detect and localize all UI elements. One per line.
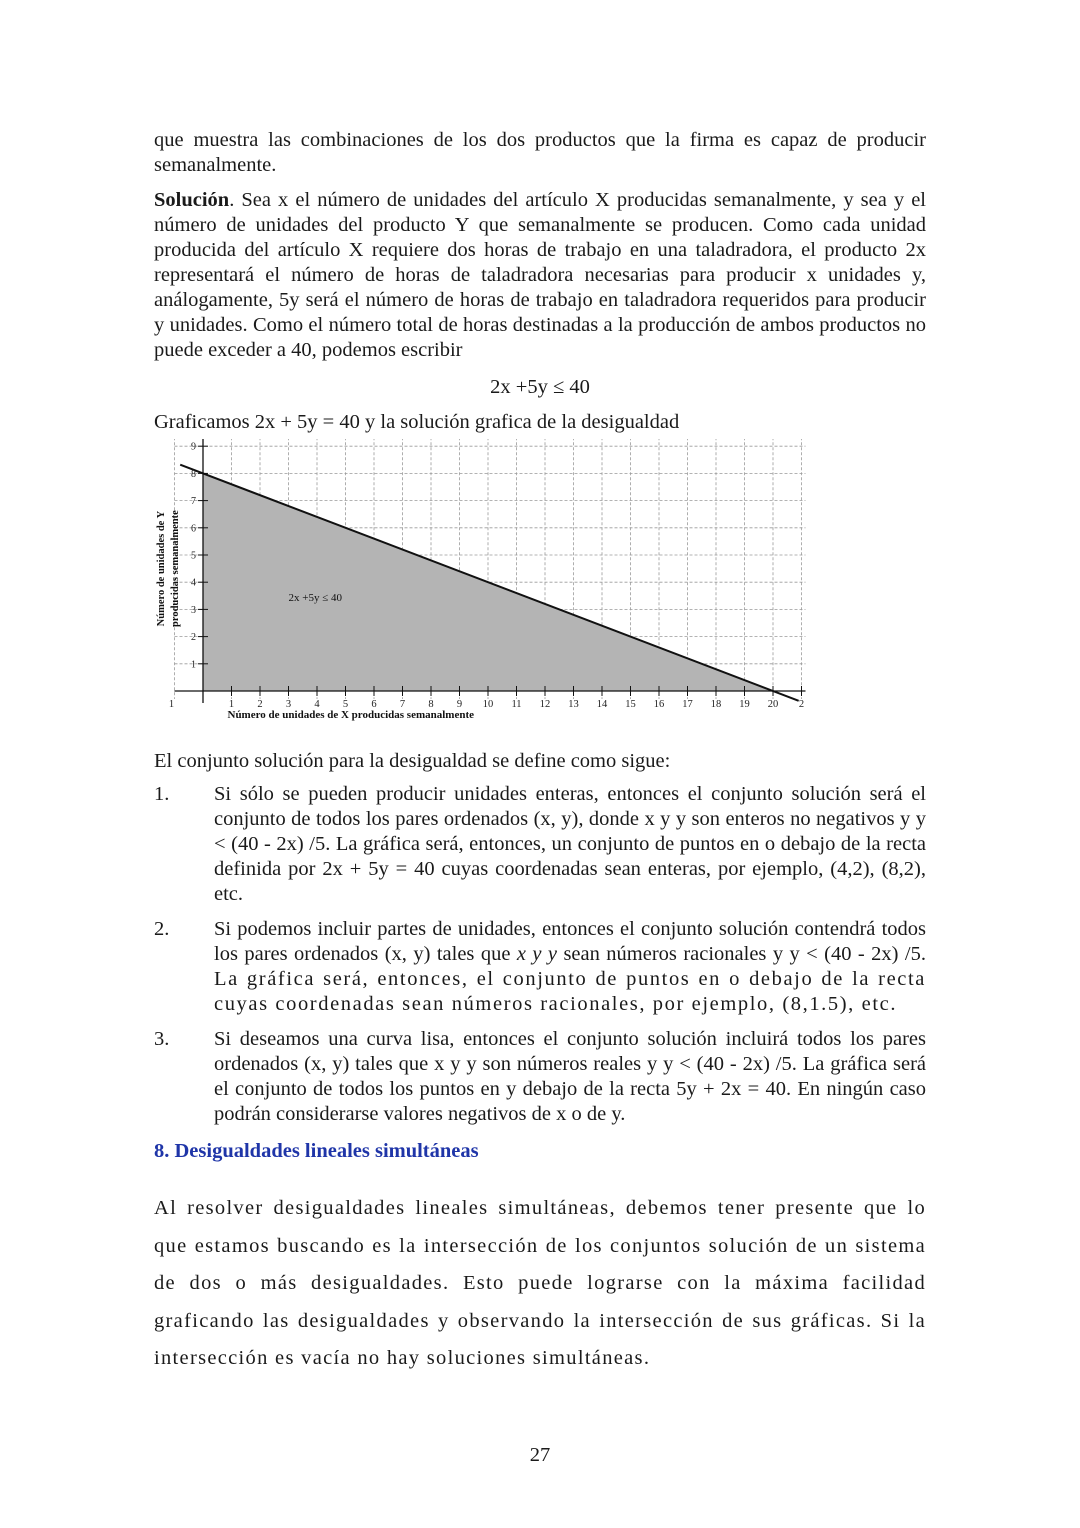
x-tick-label: 5 bbox=[342, 699, 349, 710]
x-tick-label: 16 bbox=[653, 699, 665, 710]
inequality-chart bbox=[154, 439, 814, 739]
x-tick-label: 15 bbox=[625, 699, 636, 710]
set-definition: El conjunto solución para la desigualdad se define como sigue: bbox=[154, 750, 671, 772]
x-tick-label: 8 bbox=[428, 699, 434, 710]
x-tick-label: 2 bbox=[257, 699, 263, 710]
x-tick-label: 13 bbox=[568, 699, 579, 710]
solution-list bbox=[154, 782, 926, 1127]
list-item-text-part: La gráfica será, entonces, el conjunto de puntos en o debajo de la recta cuyas coordenadas sean números racionales, por ejemplo, (8,1.5), etc. bbox=[214, 968, 926, 1015]
solution-paragraph bbox=[154, 188, 926, 363]
x-tick-label: 2 bbox=[798, 699, 805, 710]
x-tick-label: 11 bbox=[511, 699, 522, 710]
y-tick-label: 9 bbox=[191, 441, 196, 453]
x-tick-label: 17 bbox=[682, 699, 693, 710]
chart-svg bbox=[154, 439, 814, 739]
final-paragraph: Al resolver desigualdades lineales simultáneas, debemos tener presente que lo que estamos buscando es la intersección de los conjuntos solución de un sistema de dos o más desigualdades. Esto puede lograrse con la máxima facilidad graficando las desigualdades y observando la intersección de sus gráficas. Si la intersección es vacía no hay soluciones simultáneas. bbox=[154, 1197, 926, 1369]
inequality-equation: 2x +5y ≤ 40 bbox=[490, 376, 590, 398]
list-item bbox=[154, 1027, 926, 1127]
list-item-number: 2. bbox=[154, 918, 170, 940]
list-item-text-part: sean números racionales y y < (40 - 2x) /5. bbox=[557, 943, 927, 965]
y-tick-label: 7 bbox=[191, 496, 196, 508]
list-item bbox=[154, 782, 926, 907]
y-tick-label: 4 bbox=[191, 577, 196, 589]
list-item-text-part: Si podemos incluir partes de unidades, entonces el conjunto solución contendrá todos los pares ordenados (x, y) tales que bbox=[214, 918, 926, 965]
y-tick-label: 3 bbox=[191, 604, 196, 616]
page-content bbox=[154, 128, 926, 1378]
x-tick-label: 4 bbox=[314, 699, 320, 710]
list-item-text: Si sólo se pueden producir unidades enteras, entonces el conjunto solución será el conjunto de todos los pares ordenados (x, y), donde x y y son enteros no negativos y y < (40 - 2x) /5. La gráfica será, entonces, un conjunto de puntos en o debajo de la recta definida por 2x + 5y = 40 cuyas coordenadas sean enteras, por ejemplo, (4,2), (8,2), etc. bbox=[214, 783, 926, 905]
x-tick-label: 6 bbox=[371, 699, 377, 710]
x-tick-label: 1 bbox=[228, 699, 235, 710]
y-tick-label: 2 bbox=[191, 632, 196, 644]
solution-label: Solución bbox=[154, 189, 230, 211]
page-number: 27 bbox=[529, 1444, 551, 1466]
x-axis-label: Número de unidades de X producidas semanalmente bbox=[227, 709, 475, 721]
y-tick-label: 5 bbox=[191, 550, 196, 562]
x-tick-label: 19 bbox=[739, 699, 750, 710]
x-tick-label: 20 bbox=[767, 699, 779, 710]
list-item-text: Si deseamos una curva lisa, entonces el conjunto solución incluirá todos los pares ordenados (x, y) tales que x y y son números reales y y < (40 - 2x) /5. La gráfica será el conjunto de todos los puntos en y debajo de la recta 5y + 2x = 40. En ningún caso podrán considerarse valores negativos de x o de y. bbox=[214, 1028, 926, 1125]
y-tick-label: 8 bbox=[191, 468, 196, 480]
list-item-number: 3. bbox=[154, 1028, 170, 1050]
list-item-text bbox=[214, 917, 926, 1017]
x-tick-label: 10 bbox=[482, 699, 494, 710]
intro-paragraph: que muestra las combinaciones de los dos productos que la firma es capaz de producir semanalmente. bbox=[154, 129, 926, 176]
y-axis-label-line2: producidas semanalmente bbox=[170, 510, 181, 627]
x-tick-label: 3 bbox=[285, 699, 292, 710]
y-axis-label-line1: Número de unidades de Y bbox=[156, 510, 167, 627]
y-tick-label: 6 bbox=[191, 523, 196, 535]
x-tick-label-negative: 1 bbox=[168, 699, 175, 710]
x-tick-label: 9 bbox=[456, 699, 463, 710]
list-item-text-italic: x y y bbox=[516, 943, 558, 965]
graph-caption: Graficamos 2x + 5y = 40 y la solución grafica de la desigualdad bbox=[154, 411, 680, 433]
x-tick-label: 14 bbox=[596, 699, 608, 710]
solution-text: . Sea x el número de unidades del artículo X producidas semanalmente, y sea y el número de unidades del producto Y que semanalmente se producen. Como cada unidad producida del artículo X requiere dos horas de trabajo en una taladradora, el producto 2x representará el número de horas de taladradora necesarias para producir x unidades y, análogamente, 5y será el número de horas de trabajo en taladradora requeridos para producir y unidades. Como el número total de horas destinadas a la producción de ambos productos no puede exceder a 40, podemos escribir bbox=[154, 189, 926, 361]
list-item-number: 1. bbox=[154, 783, 170, 805]
section-heading: 8. Desigualdades lineales simultáneas bbox=[154, 1140, 479, 1162]
region-label: 2x +5y ≤ 40 bbox=[288, 592, 342, 605]
y-tick-label: 1 bbox=[191, 659, 196, 671]
list-item bbox=[154, 917, 926, 1017]
x-tick-label: 12 bbox=[539, 699, 551, 710]
x-tick-label: 18 bbox=[710, 699, 722, 710]
x-tick-label: 7 bbox=[399, 699, 406, 710]
